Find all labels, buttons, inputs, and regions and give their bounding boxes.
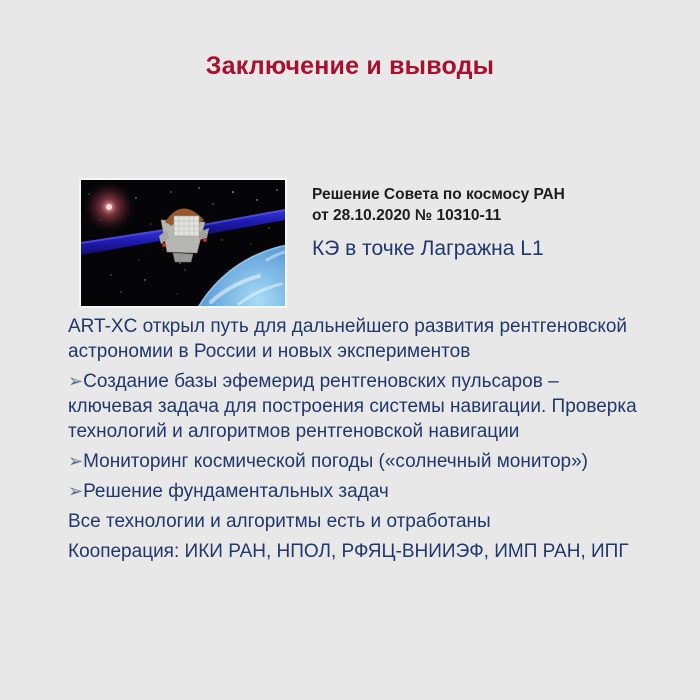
body-line: астрономии в России и новых экспериментов	[68, 341, 471, 362]
bullet-arrow-icon: ➢	[68, 371, 84, 391]
bullet-arrow-icon: ➢	[68, 451, 84, 471]
bullet-arrow-icon: ➢	[68, 481, 84, 501]
body-line: ➢Создание базы эфемерид рентгеновских пульсаров –	[68, 371, 559, 392]
body-line: ➢Мониторинг космической погоды («солнечный монитор»)	[68, 451, 588, 472]
body-line: ключевая задача для построения системы навигации. Проверка	[68, 396, 637, 417]
body-paragraph	[68, 539, 668, 564]
decision-note-line-1: Решение Совета по космосу РАН	[312, 186, 565, 203]
slide-title: Заключение и выводы	[205, 52, 495, 80]
body-line: технологий и алгоритмов рентгеновской навигации	[68, 421, 520, 442]
body-line: ART-XC открыл путь для дальнейшего развития рентгеновской	[68, 316, 628, 337]
body-text	[68, 314, 668, 569]
body-line: Кооперация: ИКИ РАН, НПОЛ, РФЯЦ-ВНИИЭФ, ИМП РАН, ИПГ	[68, 541, 629, 562]
body-paragraph	[68, 449, 668, 474]
body-paragraph	[68, 509, 668, 534]
body-line: ➢Решение фундаментальных задач	[68, 481, 389, 502]
decision-note-line-2: от 28.10.2020 № 10310-11	[312, 207, 502, 224]
body-paragraph	[68, 369, 668, 444]
lagrange-point-highlight: КЭ в точке Лагражна L1	[312, 237, 544, 260]
space-scene-graphic	[81, 180, 285, 306]
spacecraft-image	[79, 178, 287, 308]
body-paragraph	[68, 314, 668, 364]
decision-note	[312, 184, 672, 261]
body-paragraph	[68, 479, 668, 504]
red-star-glow	[82, 180, 136, 234]
body-line: Все технологии и алгоритмы есть и отработаны	[68, 511, 491, 532]
